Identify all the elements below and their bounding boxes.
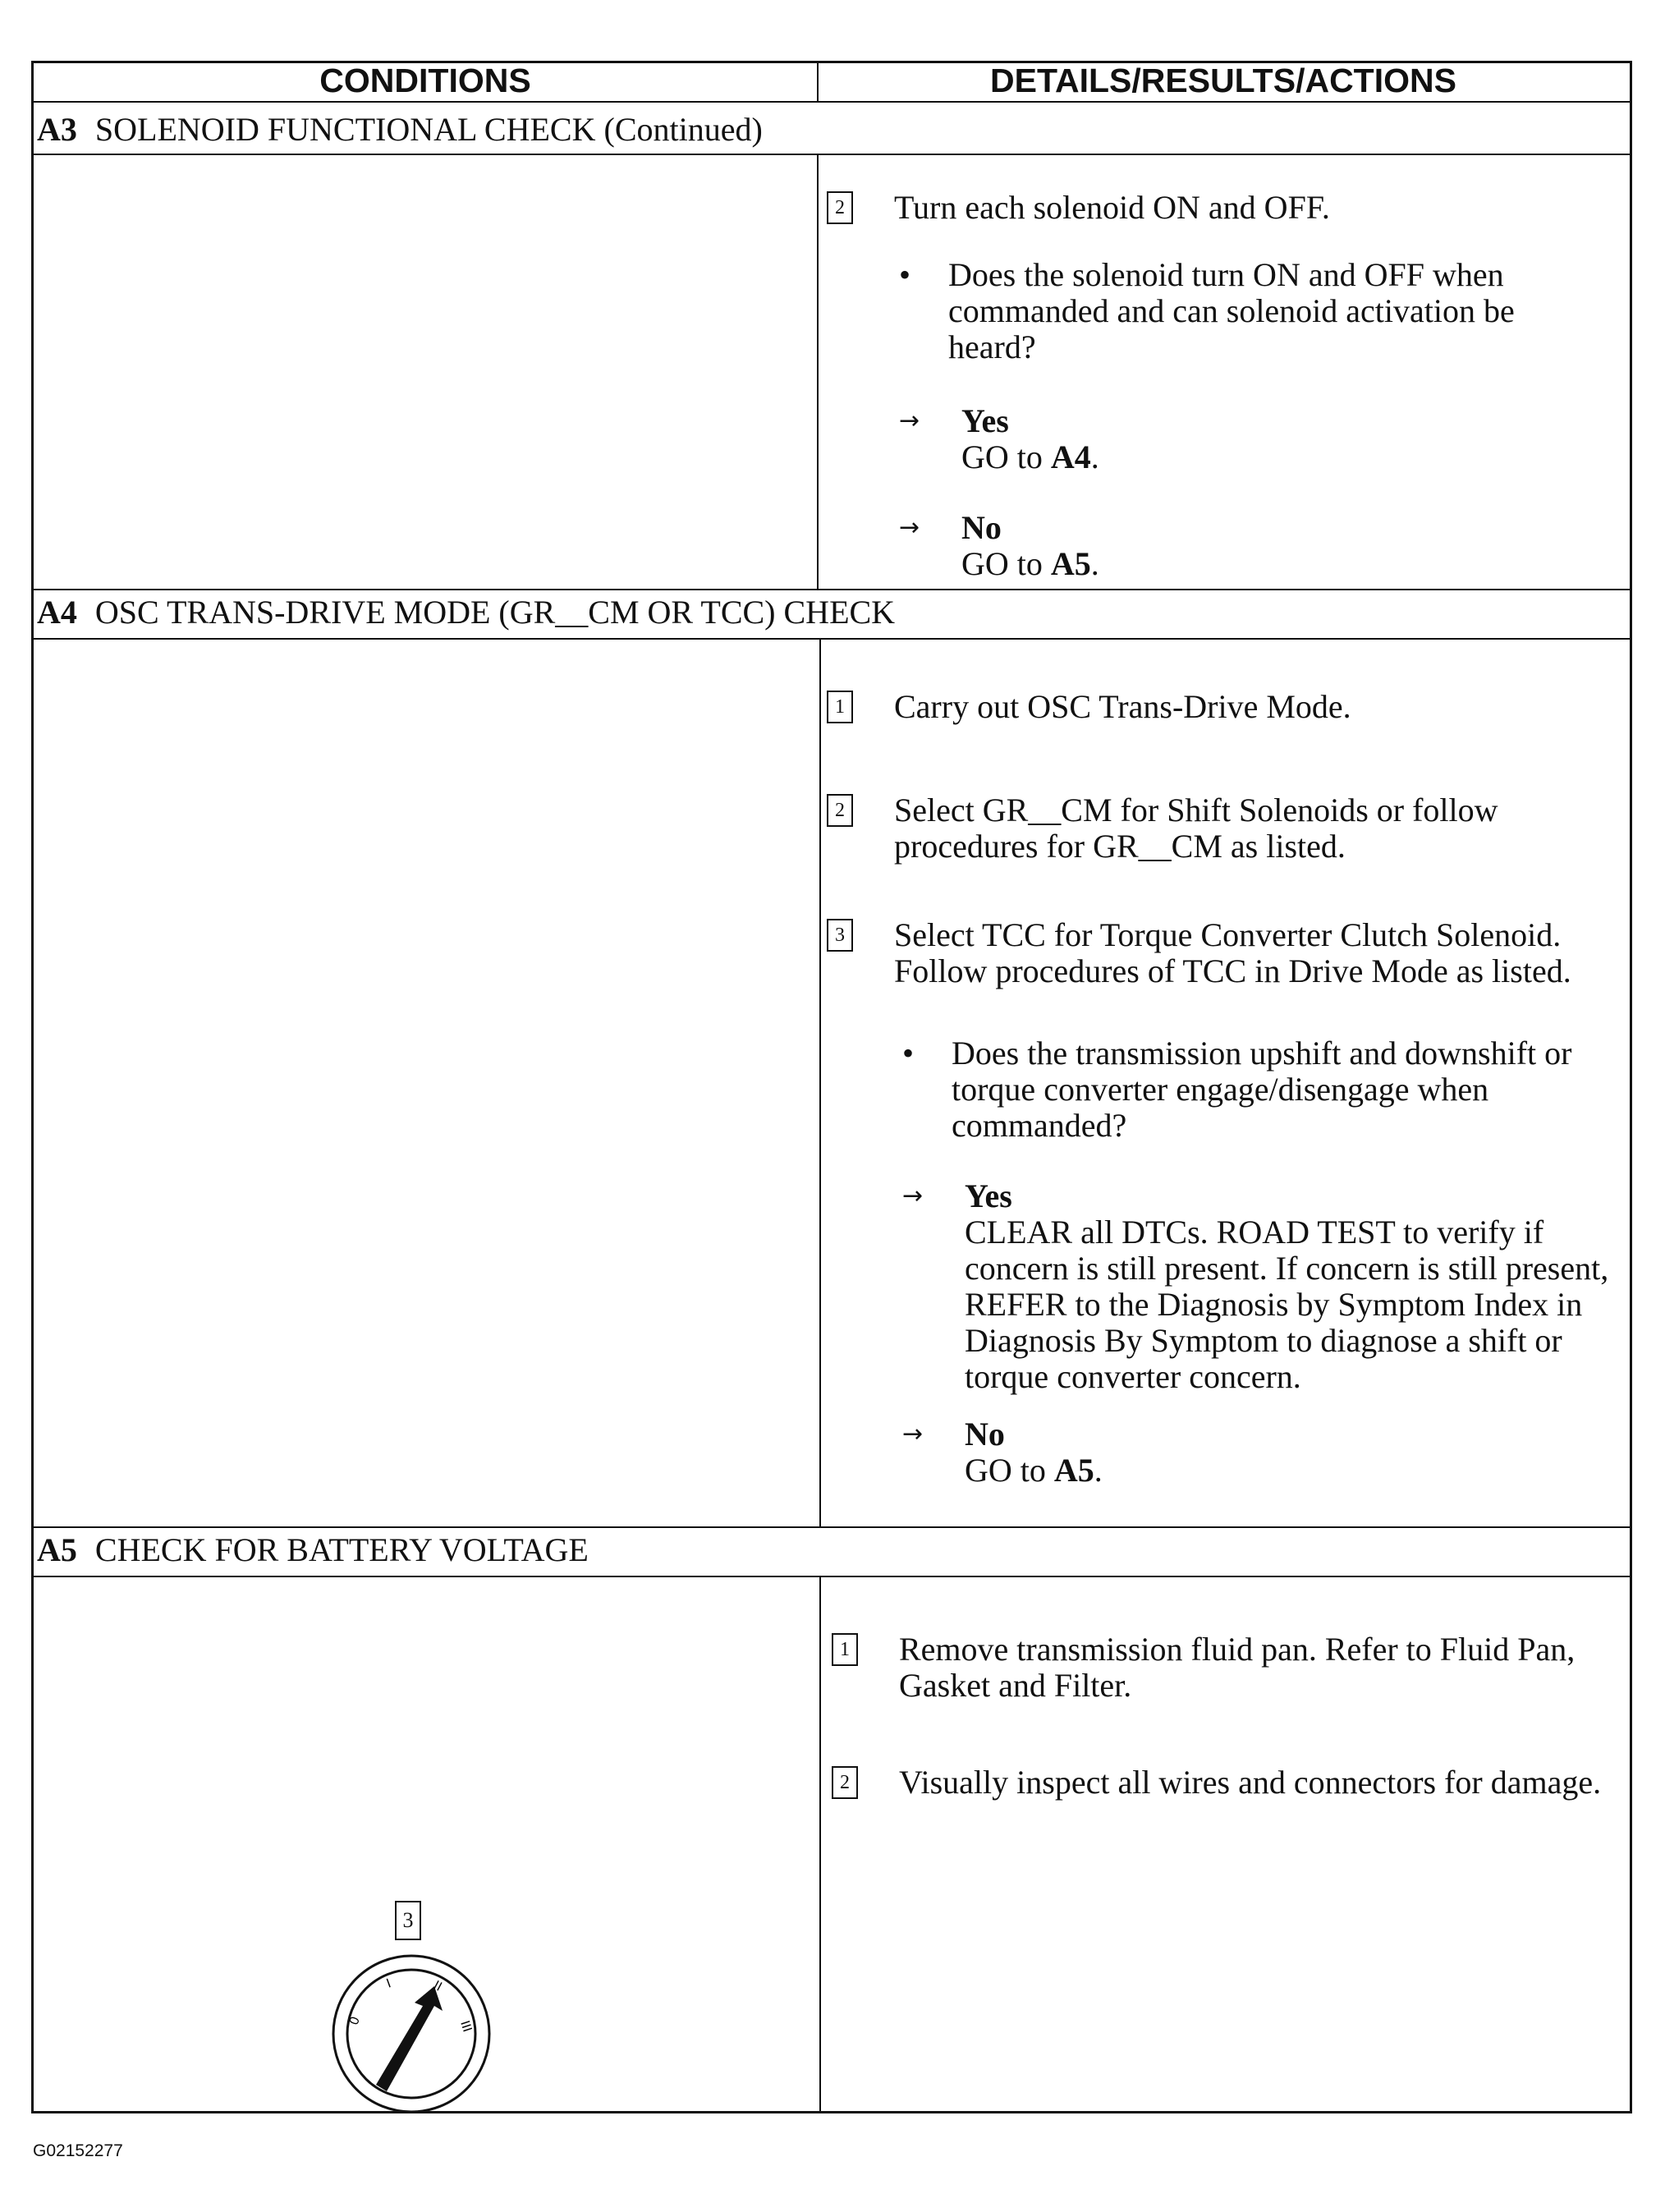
section-title-a4 <box>37 594 895 631</box>
ignition-switch-icon <box>329 1952 493 2116</box>
bullet-icon: • <box>899 256 911 293</box>
step-text: Select GR__CM for Shift Solenoids or follow procedures for GR__CM as listed. <box>894 792 1498 865</box>
section-title-a3 <box>37 111 763 149</box>
step-number: 2 <box>832 1766 858 1799</box>
arrow-icon: → <box>902 1420 924 1448</box>
column-divider <box>819 1576 821 2111</box>
ignition-position-1: I <box>384 1976 393 1991</box>
section-code: A4 <box>37 594 77 631</box>
ignition-position-3: III <box>457 2018 475 2034</box>
ignition-position-0: 0 <box>346 2015 363 2027</box>
result-label: No <box>961 509 1002 546</box>
divider <box>34 1526 1630 1528</box>
ignition-key-arrow <box>376 1986 443 2091</box>
divider <box>34 154 1630 155</box>
question-text: Does the transmission upshift and downshift or torque converter engage/disengage when commanded? <box>952 1035 1572 1144</box>
figure-code: G02152277 <box>33 2141 123 2160</box>
arrow-icon: → <box>899 406 920 435</box>
action-suffix: . <box>1090 438 1099 475</box>
step-number: 1 <box>827 691 853 723</box>
arrow-icon: → <box>899 513 920 542</box>
divider <box>34 101 1630 103</box>
action-suffix: . <box>1094 1452 1103 1489</box>
action-prefix: GO to <box>965 1452 1054 1489</box>
column-divider <box>817 154 819 589</box>
bullet-icon: • <box>902 1035 915 1072</box>
divider <box>34 1576 1630 1577</box>
column-divider <box>817 63 819 101</box>
result-label: Yes <box>965 1177 1012 1214</box>
diagnostic-table <box>31 61 1632 2113</box>
arrow-icon: → <box>902 1182 924 1210</box>
result-action <box>961 546 1099 582</box>
step-text: Select TCC for Torque Converter Clutch Solenoid. Follow procedures of TCC in Drive Mode as listed. <box>894 916 1571 989</box>
section-title-text: OSC TRANS-DRIVE MODE (GR__CM OR TCC) CHECK <box>94 594 896 631</box>
section-title-text: CHECK FOR BATTERY VOLTAGE <box>94 1531 589 1568</box>
result-action <box>961 439 1099 475</box>
result-label: Yes <box>961 402 1009 439</box>
step-number: 1 <box>832 1633 858 1666</box>
question-text: Does the solenoid turn ON and OFF when commanded and can solenoid activation be heard? <box>948 256 1515 365</box>
section-code: A3 <box>37 111 77 148</box>
action-target: A5 <box>1050 545 1091 582</box>
action-target: A4 <box>1050 438 1091 475</box>
result-action: CLEAR all DTCs. ROAD TEST to verify if concern is still present. If concern is still present, REFER to the Diagnosis by Symptom Index in Diagnosis By Symptom to diagnose a shift or torque converter concern. <box>965 1214 1609 1395</box>
action-suffix: . <box>1090 545 1099 582</box>
result-action <box>965 1452 1103 1489</box>
step-text: Carry out OSC Trans-Drive Mode. <box>894 688 1351 725</box>
section-code: A5 <box>37 1531 77 1568</box>
result-label: No <box>965 1416 1005 1452</box>
step-number: 3 <box>827 919 853 952</box>
conditions-header: CONDITIONS <box>319 62 531 99</box>
action-target: A5 <box>1053 1452 1094 1489</box>
step-text: Turn each solenoid ON and OFF. <box>894 189 1330 226</box>
section-title-text: SOLENOID FUNCTIONAL CHECK (Continued) <box>94 111 763 148</box>
figure-step-number: 3 <box>395 1901 421 1940</box>
divider <box>34 638 1630 640</box>
ignition-position-2: II <box>431 1978 444 1994</box>
action-prefix: GO to <box>961 438 1051 475</box>
step-number: 2 <box>827 794 853 827</box>
column-divider <box>819 638 821 1526</box>
step-text: Visually inspect all wires and connectors for damage. <box>899 1764 1602 1801</box>
step-number: 2 <box>827 191 853 224</box>
details-header: DETAILS/RESULTS/ACTIONS <box>990 62 1456 99</box>
action-prefix: GO to <box>961 545 1051 582</box>
divider <box>34 589 1630 590</box>
section-title-a5 <box>37 1531 589 1569</box>
step-text: Remove transmission fluid pan. Refer to Fluid Pan, Gasket and Filter. <box>899 1631 1576 1704</box>
